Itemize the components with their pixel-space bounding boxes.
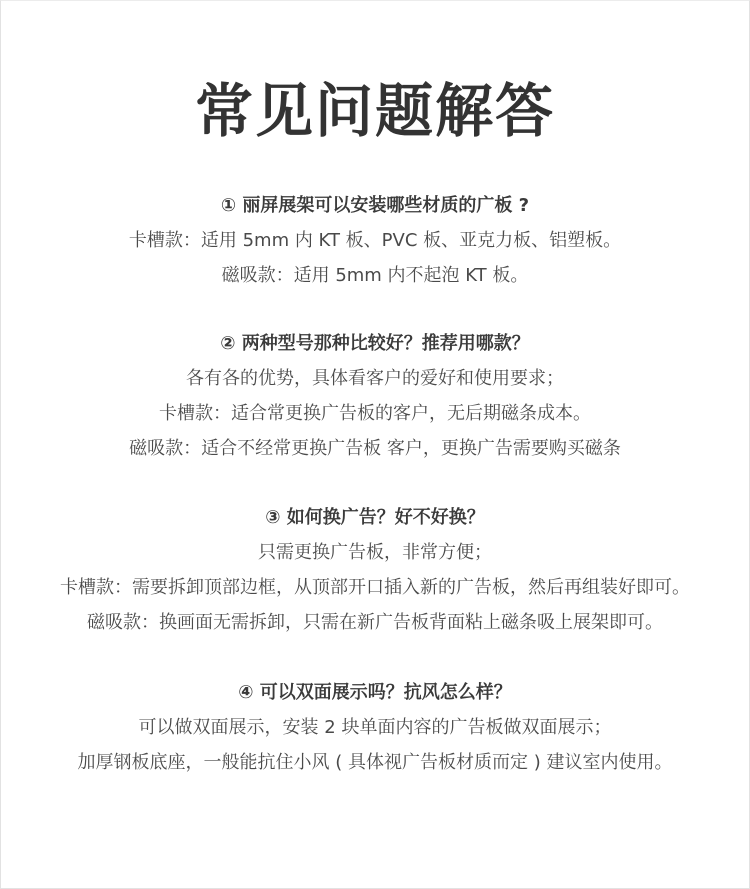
faq-item	[1, 189, 749, 293]
faq-answer-line: 各有各的优势，具体看客户的爱好和使用要求；	[186, 368, 564, 389]
faq-question: ② 两种型号那种比较好？推荐用哪款？	[220, 333, 530, 354]
faq-answer-line: 磁吸款：换画面无需拆卸，只需在新广告板背面粘上磁条吸上展架即可。	[87, 612, 663, 633]
faq-question: ④ 可以双面展示吗？抗风怎么样？	[238, 682, 512, 703]
faq-answer-line: 磁吸款：适用 5mm 内不起泡 KT 板。	[221, 265, 529, 286]
faq-answer-line: 卡槽款：适用 5mm 内 KT 板、PVC 板、亚克力板、铝塑板。	[128, 230, 622, 251]
faq-answer-line: 磁吸款：适合不经常更换广告板 客户，更换广告需要购买磁条	[129, 438, 621, 459]
faq-question: ① 丽屏展架可以安装哪些材质的广板 ?	[220, 195, 530, 216]
faq-answer-line: 只需更换广告板，非常方便；	[258, 542, 492, 563]
faq-answer-line: 卡槽款：需要拆卸顶部边框，从顶部开口插入新的广告板，然后再组装好即可。	[60, 577, 690, 598]
faq-answer-line: 卡槽款：适合常更换广告板的客户，无后期磁条成本。	[159, 403, 591, 424]
faq-question: ③ 如何换广告？好不好换？	[265, 507, 485, 528]
faq-item	[1, 676, 749, 780]
page-title: 常见问题解答	[194, 77, 555, 145]
faq-item	[1, 501, 749, 640]
faq-answer-line: 加厚钢板底座，一般能抗住小风 ( 具体视广告板材质而定 ) 建议室内使用。	[77, 752, 673, 773]
faq-answer-line: 可以做双面展示，安装 2 块单面内容的广告板做双面展示；	[138, 717, 612, 738]
faq-item	[1, 327, 749, 466]
